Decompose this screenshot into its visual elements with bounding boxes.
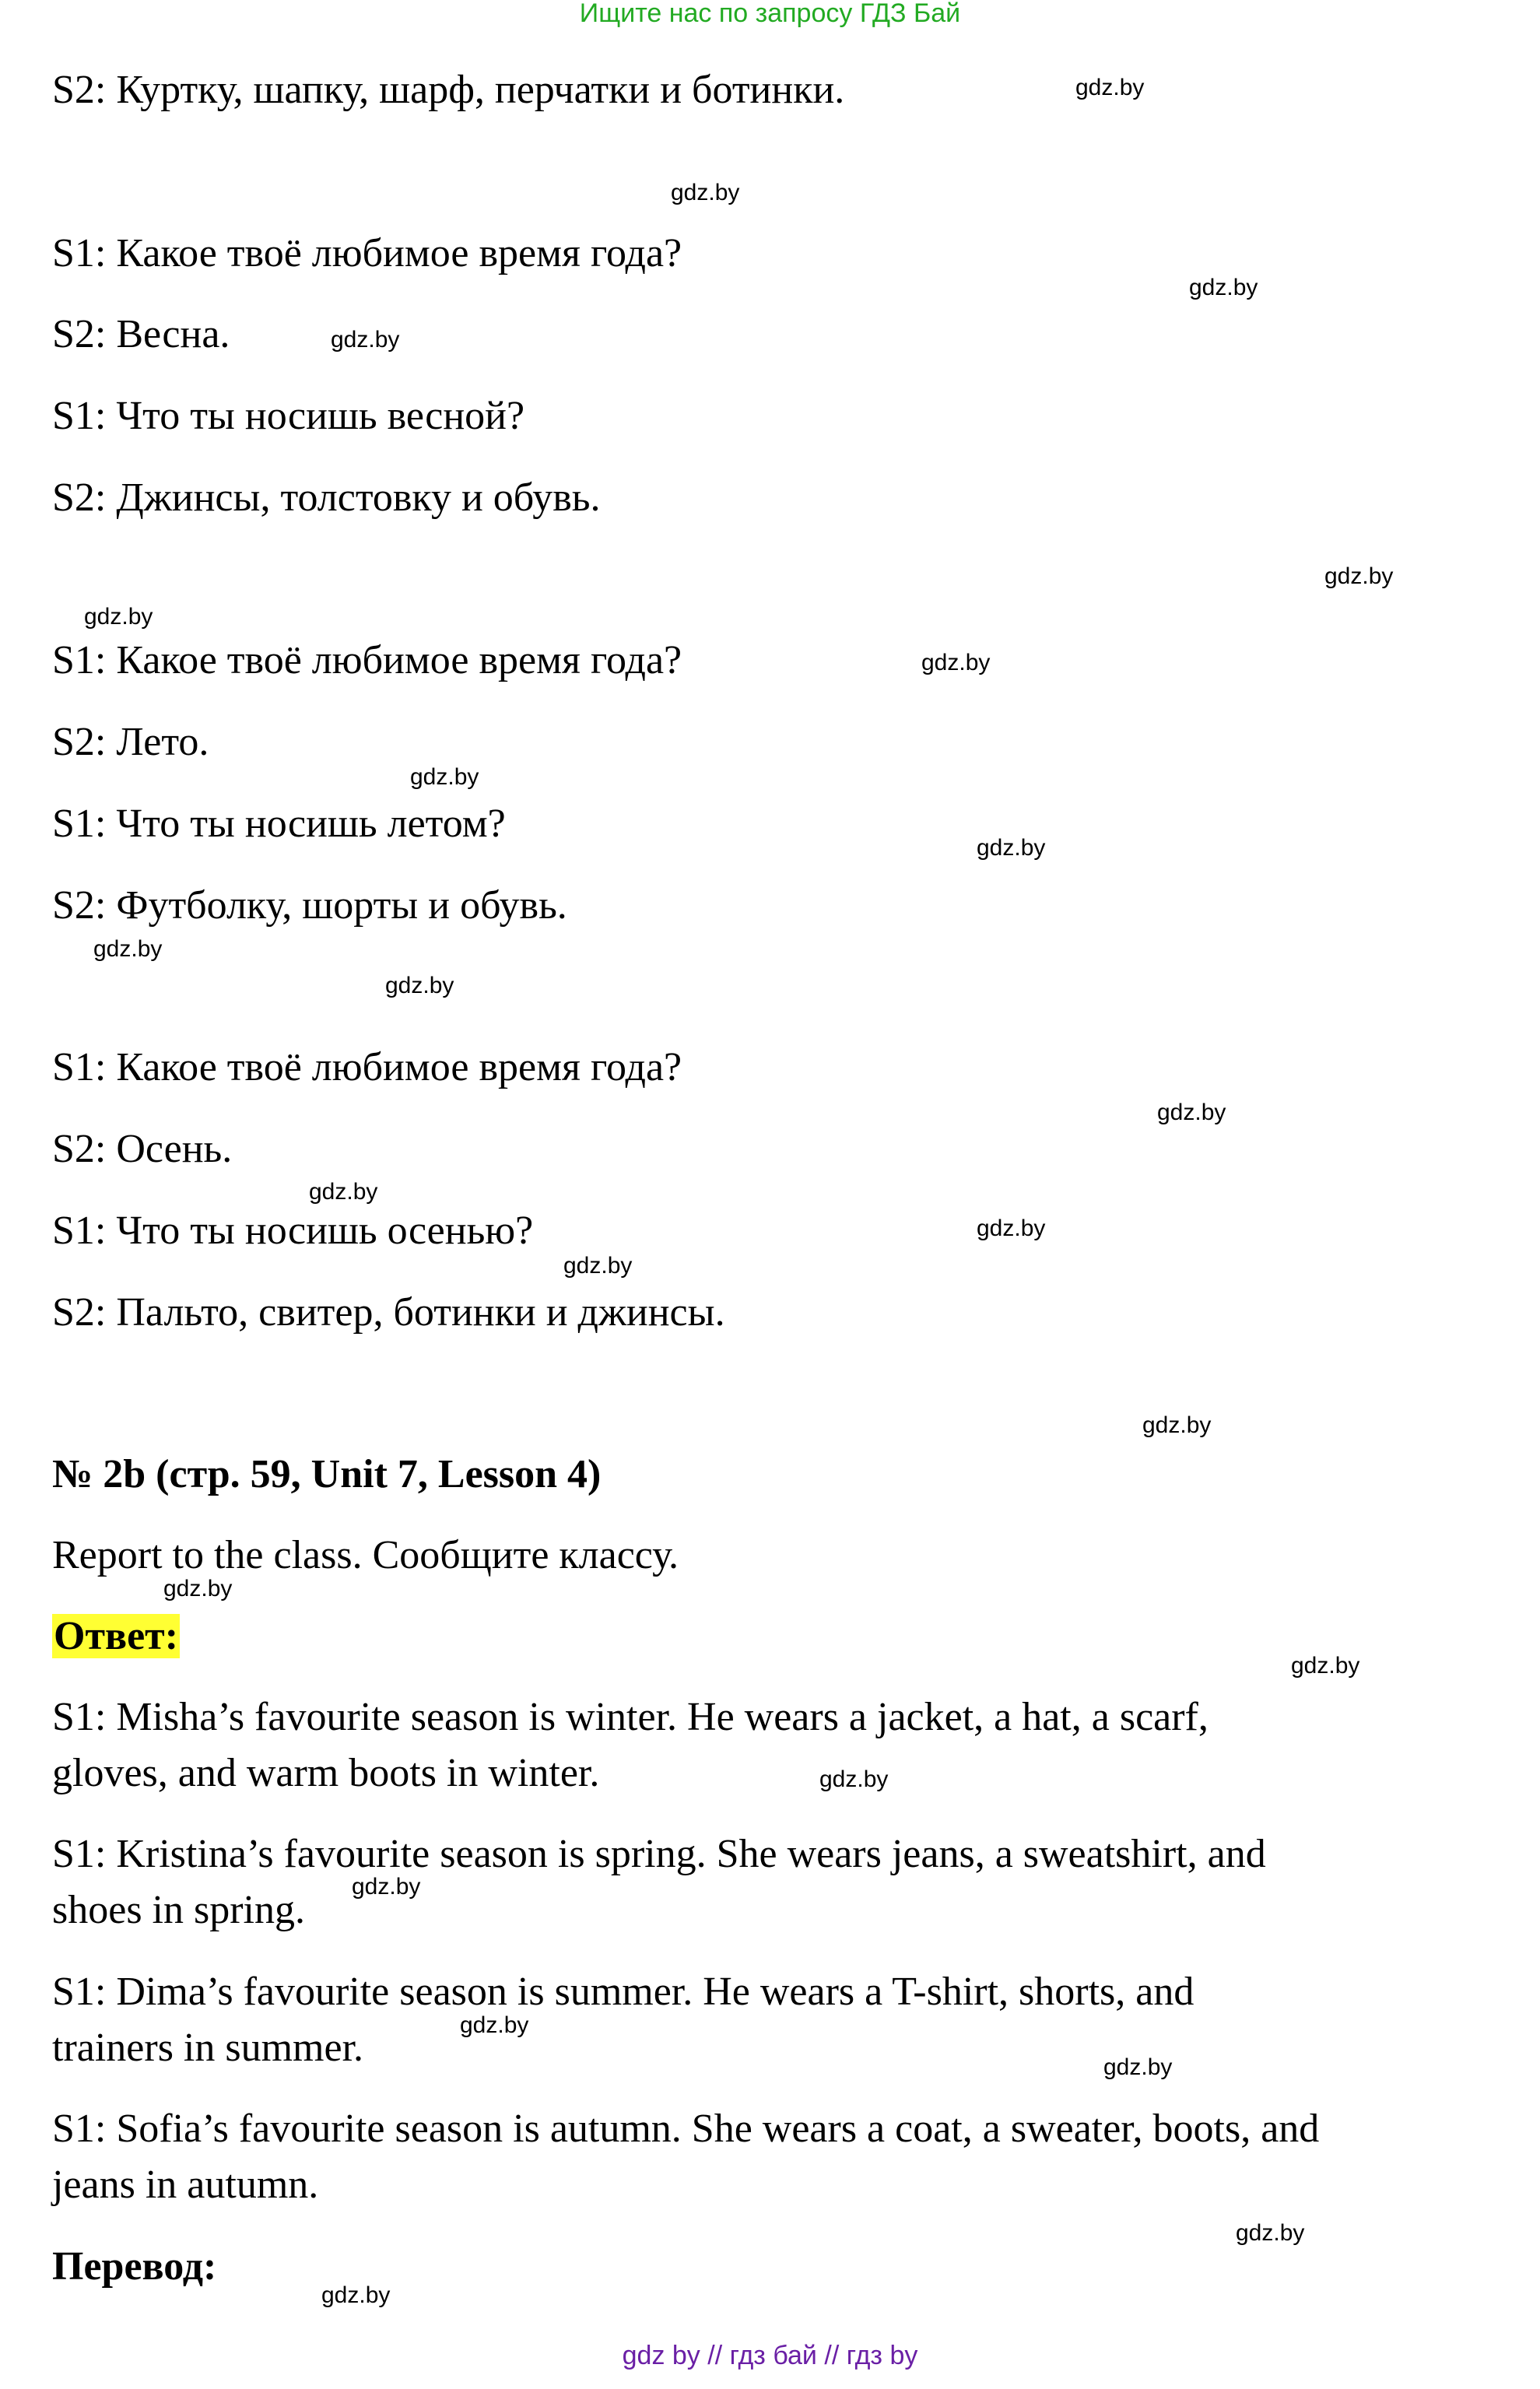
watermark: gdz.by bbox=[331, 327, 400, 353]
dialogue-line: S2: Куртку, шапку, шарф, перчатки и ботинки. bbox=[52, 68, 845, 112]
dialogue-line: S1: Что ты носишь весной? bbox=[52, 394, 525, 438]
watermark: gdz.by bbox=[163, 1576, 233, 1601]
task-heading: № 2b (стр. 59, Unit 7, Lesson 4) bbox=[52, 1452, 602, 1496]
watermark: gdz.by bbox=[977, 835, 1046, 861]
watermark: gdz.by bbox=[671, 180, 740, 205]
answer-label-highlight: Ответ: bbox=[54, 1614, 179, 1658]
watermark: gdz.by bbox=[977, 1216, 1046, 1241]
watermark: gdz.by bbox=[1157, 1100, 1226, 1125]
watermark: gdz.by bbox=[309, 1179, 378, 1205]
watermark: gdz.by bbox=[1103, 2054, 1173, 2080]
answer-line: gloves, and warm boots in winter. bbox=[52, 1751, 600, 1795]
dialogue-line: S1: Что ты носишь летом? bbox=[52, 802, 506, 846]
dialogue-line: S1: Какое твоё любимое время года? bbox=[52, 1045, 682, 1089]
watermark: gdz.by bbox=[460, 2012, 529, 2038]
answer-line: S1: Sofia’s favourite season is autumn. She wears a coat, a sweater, boots, and bbox=[52, 2107, 1320, 2151]
dialogue-line: S2: Футболку, шорты и обувь. bbox=[52, 883, 567, 928]
watermark: gdz.by bbox=[1291, 1653, 1360, 1679]
watermark: gdz.by bbox=[1236, 2220, 1305, 2246]
task-instruction: Report to the class. Сообщите классу. bbox=[52, 1533, 679, 1577]
watermark: gdz.by bbox=[1324, 563, 1394, 589]
dialogue-line: S2: Джинсы, толстовку и обувь. bbox=[52, 475, 601, 520]
watermark: gdz.by bbox=[1189, 275, 1258, 300]
watermark: gdz.by bbox=[352, 1874, 421, 1900]
dialogue-line: S2: Весна. bbox=[52, 312, 230, 356]
dialogue-line: S1: Что ты носишь осенью? bbox=[52, 1209, 534, 1253]
watermark: gdz.by bbox=[563, 1253, 633, 1279]
watermark: gdz.by bbox=[385, 973, 454, 998]
dialogue-line: S2: Лето. bbox=[52, 720, 209, 764]
answer-label bbox=[52, 1608, 180, 1665]
translation-label: Перевод: bbox=[52, 2244, 217, 2289]
watermark: gdz.by bbox=[819, 1766, 889, 1792]
answer-line: jeans in autumn. bbox=[52, 2163, 319, 2207]
watermark: gdz.by bbox=[921, 650, 991, 675]
answer-line: shoes in spring. bbox=[52, 1888, 305, 1932]
watermark: gdz.by bbox=[321, 2282, 391, 2308]
footer-links[interactable]: gdz by // гдз бай // гдз by bbox=[622, 2341, 918, 2370]
watermark: gdz.by bbox=[84, 604, 153, 630]
site-search-hint[interactable]: Ищите нас по запросу ГДЗ Бай bbox=[579, 0, 961, 28]
watermark: gdz.by bbox=[1075, 75, 1145, 100]
dialogue-line: S2: Осень. bbox=[52, 1127, 233, 1171]
dialogue-line: S2: Пальто, свитер, ботинки и джинсы. bbox=[52, 1290, 725, 1335]
answer-line: S1: Dima’s favourite season is summer. He wears a T-shirt, shorts, and bbox=[52, 1970, 1194, 2014]
dialogue-line: S1: Какое твоё любимое время года? bbox=[52, 231, 682, 275]
watermark: gdz.by bbox=[1142, 1412, 1212, 1438]
answer-line: trainers in summer. bbox=[52, 2026, 364, 2070]
answer-line: S1: Misha’s favourite season is winter. He wears a jacket, a hat, a scarf, bbox=[52, 1695, 1208, 1739]
watermark: gdz.by bbox=[410, 764, 479, 790]
dialogue-line: S1: Какое твоё любимое время года? bbox=[52, 638, 682, 682]
answer-line: S1: Kristina’s favourite season is spring. She wears jeans, a sweatshirt, and bbox=[52, 1832, 1266, 1876]
watermark: gdz.by bbox=[93, 936, 163, 962]
